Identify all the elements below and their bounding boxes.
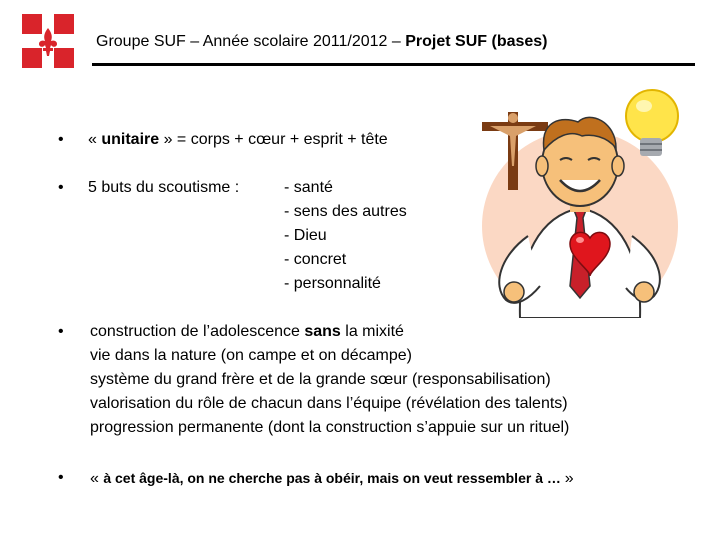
header-divider — [92, 63, 695, 66]
bold-sans: sans — [304, 323, 341, 340]
bullet-dot: • — [58, 131, 64, 148]
bullet-paragraph — [90, 320, 569, 440]
quote-close: » — [564, 470, 574, 487]
formula-text: = corps + cœur + esprit + tête — [172, 131, 388, 148]
list-item: - Dieu — [284, 227, 327, 244]
scout-logo-icon — [22, 14, 74, 68]
quote-open: « — [88, 131, 102, 148]
keyword-unitaire: unitaire — [101, 131, 160, 148]
paragraph-line — [90, 320, 569, 344]
bullet-text — [88, 128, 388, 152]
paragraph-line: système du grand frère et de la grande sœur (responsabilisation) — [90, 371, 551, 388]
title-prefix: Groupe SUF – Année scolaire 2011/2012 – — [96, 33, 406, 50]
quote-text — [90, 466, 574, 491]
paragraph-line: valorisation du rôle de chacun dans l’équipe (révélation des talents) — [90, 395, 568, 412]
list-item: - santé — [284, 179, 333, 196]
bullet-dot: • — [58, 469, 64, 486]
page-title — [96, 33, 548, 51]
line-text: construction de l’adolescence — [90, 323, 305, 340]
list-item: - concret — [284, 251, 347, 268]
quote-open: « — [90, 470, 104, 487]
illustration-man-heart-icon — [470, 86, 690, 318]
bullet-dot: • — [58, 179, 64, 196]
list-item: - sens des autres — [284, 203, 407, 220]
paragraph-line: vie dans la nature (on campe et on décampe) — [90, 347, 412, 364]
line-text: la mixité — [340, 323, 404, 340]
quote-body: à cet âge-là, on ne cherche pas à obéir, mais on veut ressembler à … — [103, 470, 565, 486]
paragraph-line: progression permanente (dont la construction s’appuie sur un rituel) — [90, 419, 570, 436]
title-bold: Projet SUF (bases) — [405, 33, 548, 50]
buts-list — [284, 176, 407, 296]
bullet-label: 5 buts du scoutisme : — [88, 179, 240, 196]
bullet-dot: • — [58, 323, 64, 340]
quote-close: » — [159, 131, 173, 148]
list-item: - personnalité — [284, 275, 381, 292]
